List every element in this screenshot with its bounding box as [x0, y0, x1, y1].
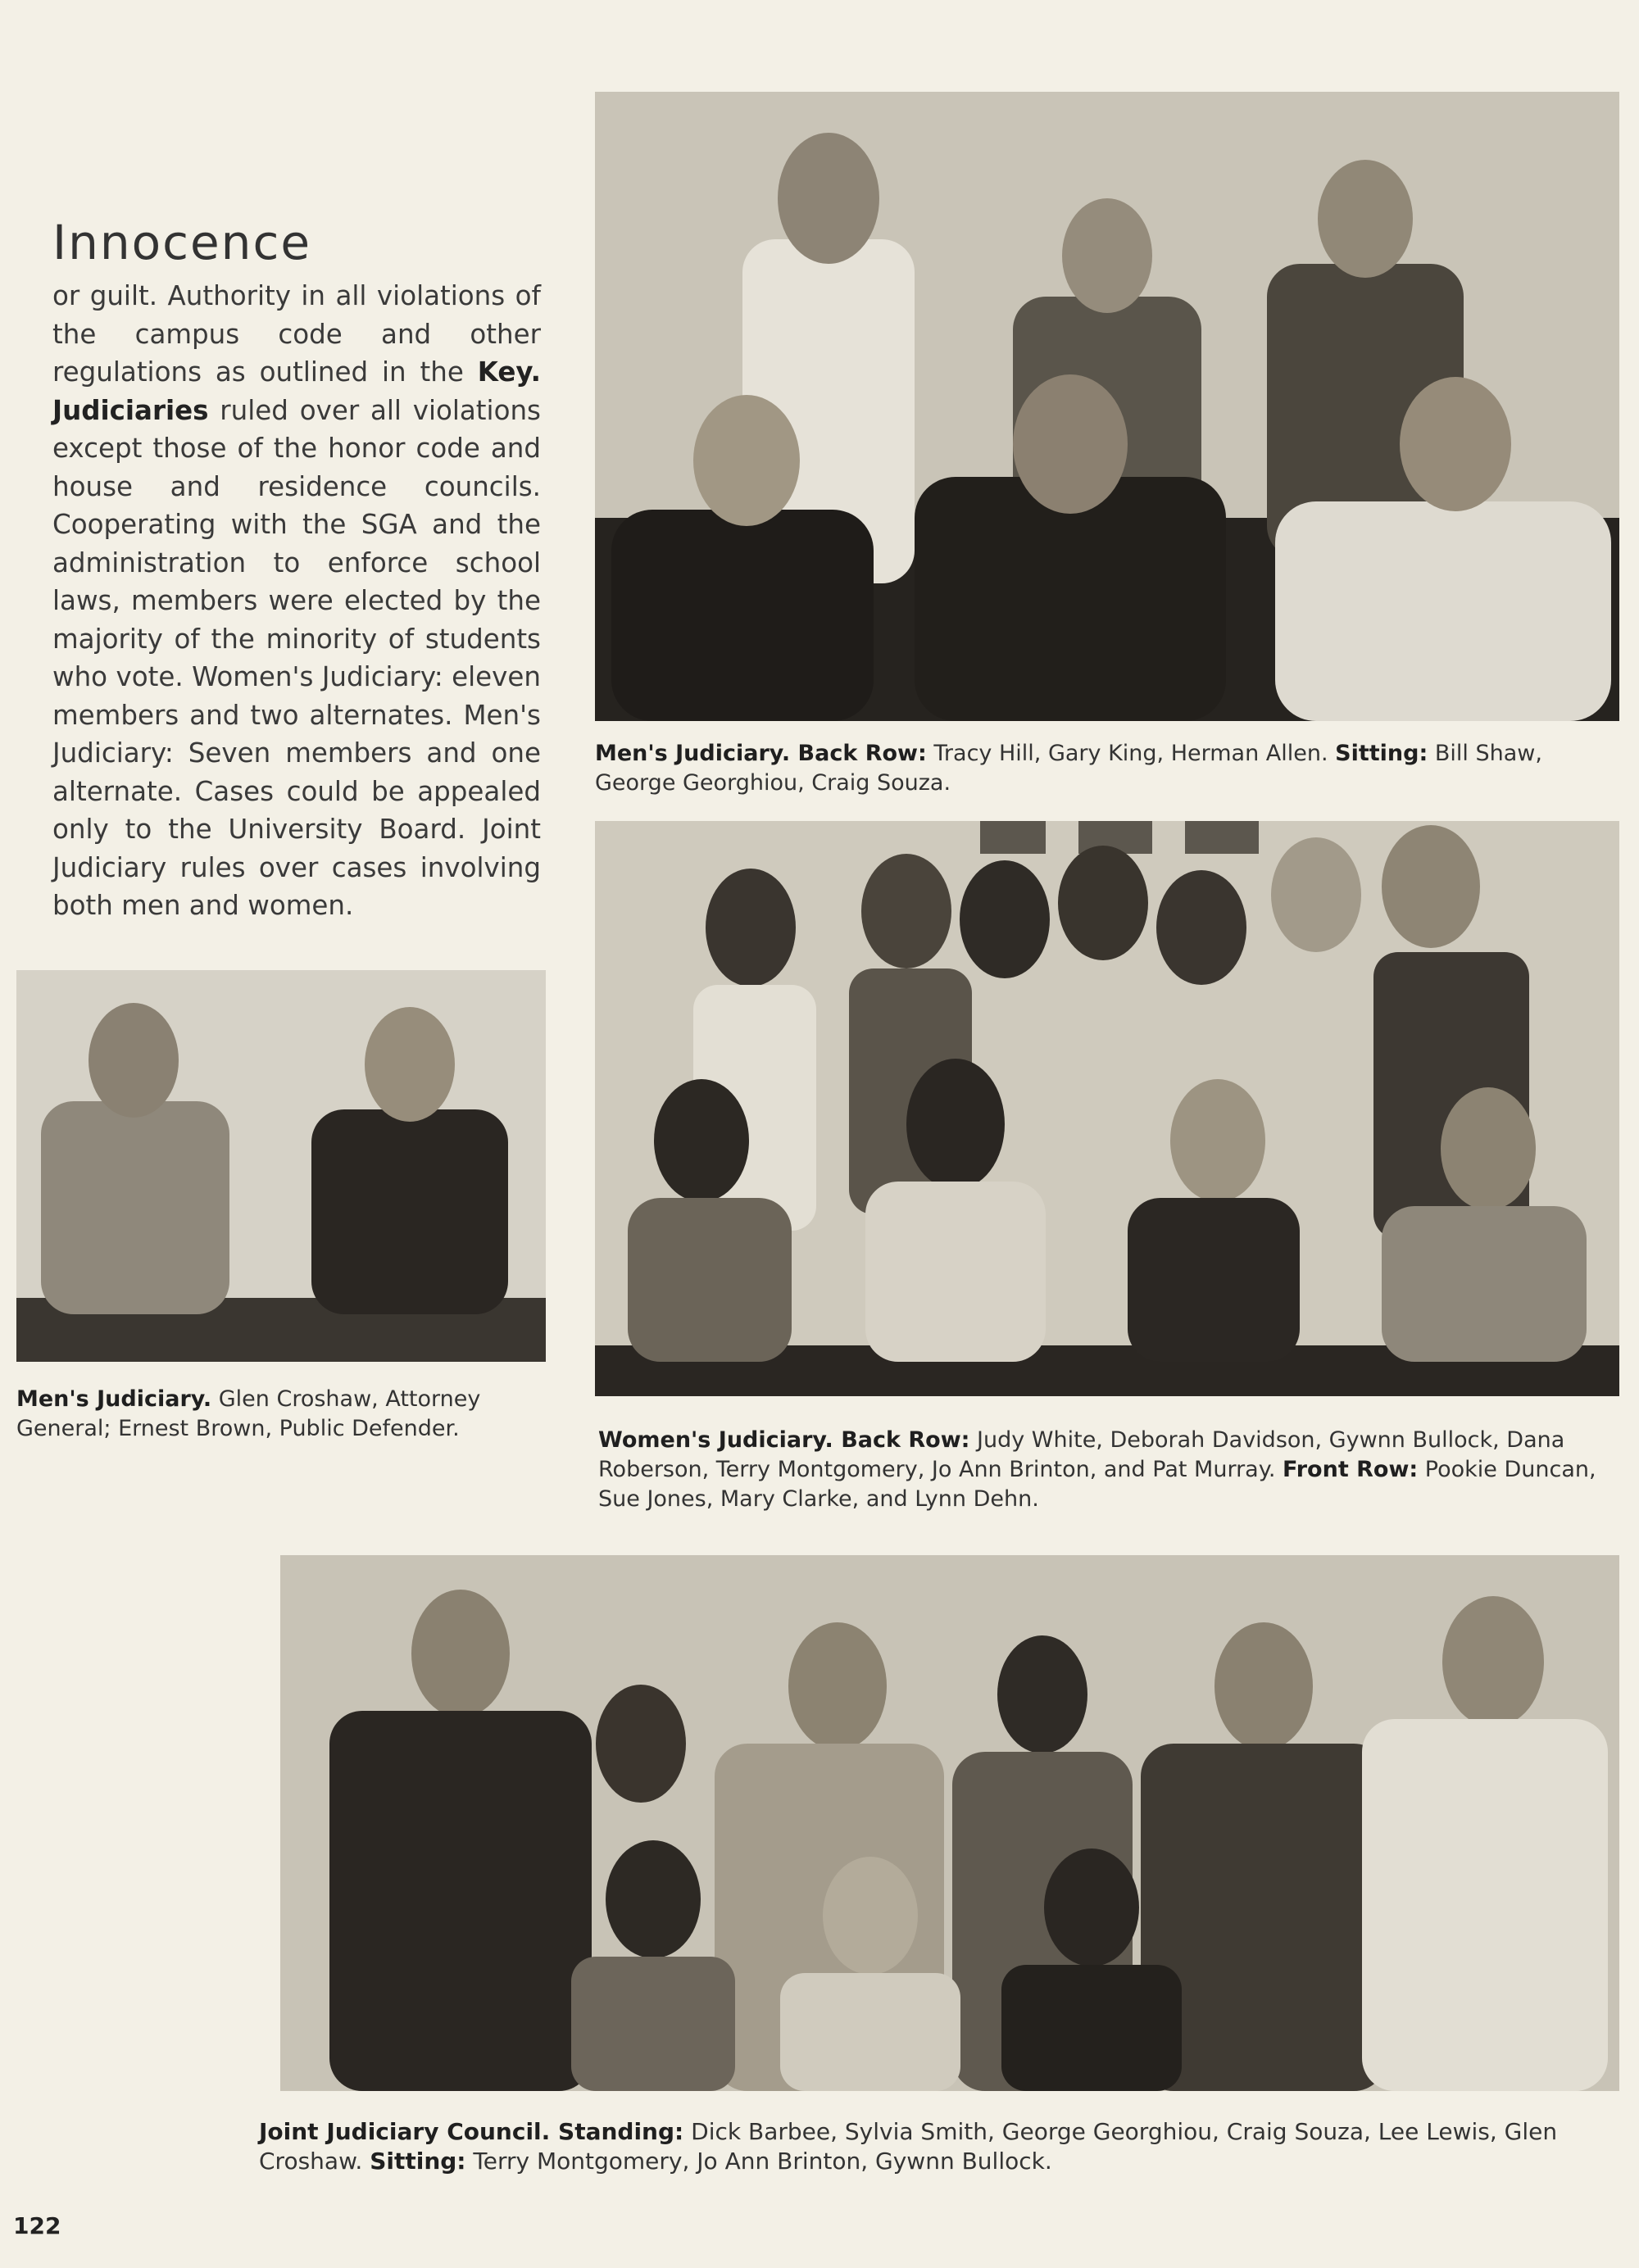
mens-judiciary-small-photo: [16, 970, 546, 1362]
mens-judiciary-caption: Men's Judiciary. Back Row: Tracy Hill, Gary King, Herman Allen. Sitting: Bill Shaw, George Georghiou, Craig Souza.: [595, 741, 1542, 796]
womens-judiciary-caption: Women's Judiciary. Back Row: Judy White, Deborah Davidson, Gywnn Bullock, Dana Roberson, Terry Montgomery, Jo Ann Brinton, and Pat Murray. Front Row: Pookie Duncan, Sue Jones, Mary Clarke, and Lynn Dehn.: [598, 1427, 1596, 1512]
joint-judiciary-photo: [280, 1555, 1619, 2091]
mens-judiciary-photo: [595, 92, 1619, 721]
womens-judiciary-photo: [595, 821, 1619, 1396]
page-heading: Innocence: [52, 215, 312, 270]
intro-paragraph: or guilt. Authority in all violations of the campus code and other regulations as outlined in the Key. Judiciaries ruled over all violations except those of the honor code and house and residence councils. Cooperating with the SGA and the administration to enforce school laws, members were elected by the majority of the minority of students who vote. Women's Judiciary: eleven members and two alternates. Men's Judiciary: Seven members and one alternate. Cases could be appealed only to the University Board. Joint Judiciary rules over cases involving both men and women.: [52, 280, 541, 921]
mens-judiciary-small-caption: Men's Judiciary. Glen Croshaw, Attorney General; Ernest Brown, Public Defender.: [16, 1386, 481, 1441]
page-number: 122: [13, 2212, 61, 2239]
joint-judiciary-caption: Joint Judiciary Council. Standing: Dick Barbee, Sylvia Smith, George Georghiou, Craig Souza, Lee Lewis, Glen Croshaw. Sitting: Terry Montgomery, Jo Ann Brinton, Gywnn Bullock.: [259, 2118, 1558, 2175]
